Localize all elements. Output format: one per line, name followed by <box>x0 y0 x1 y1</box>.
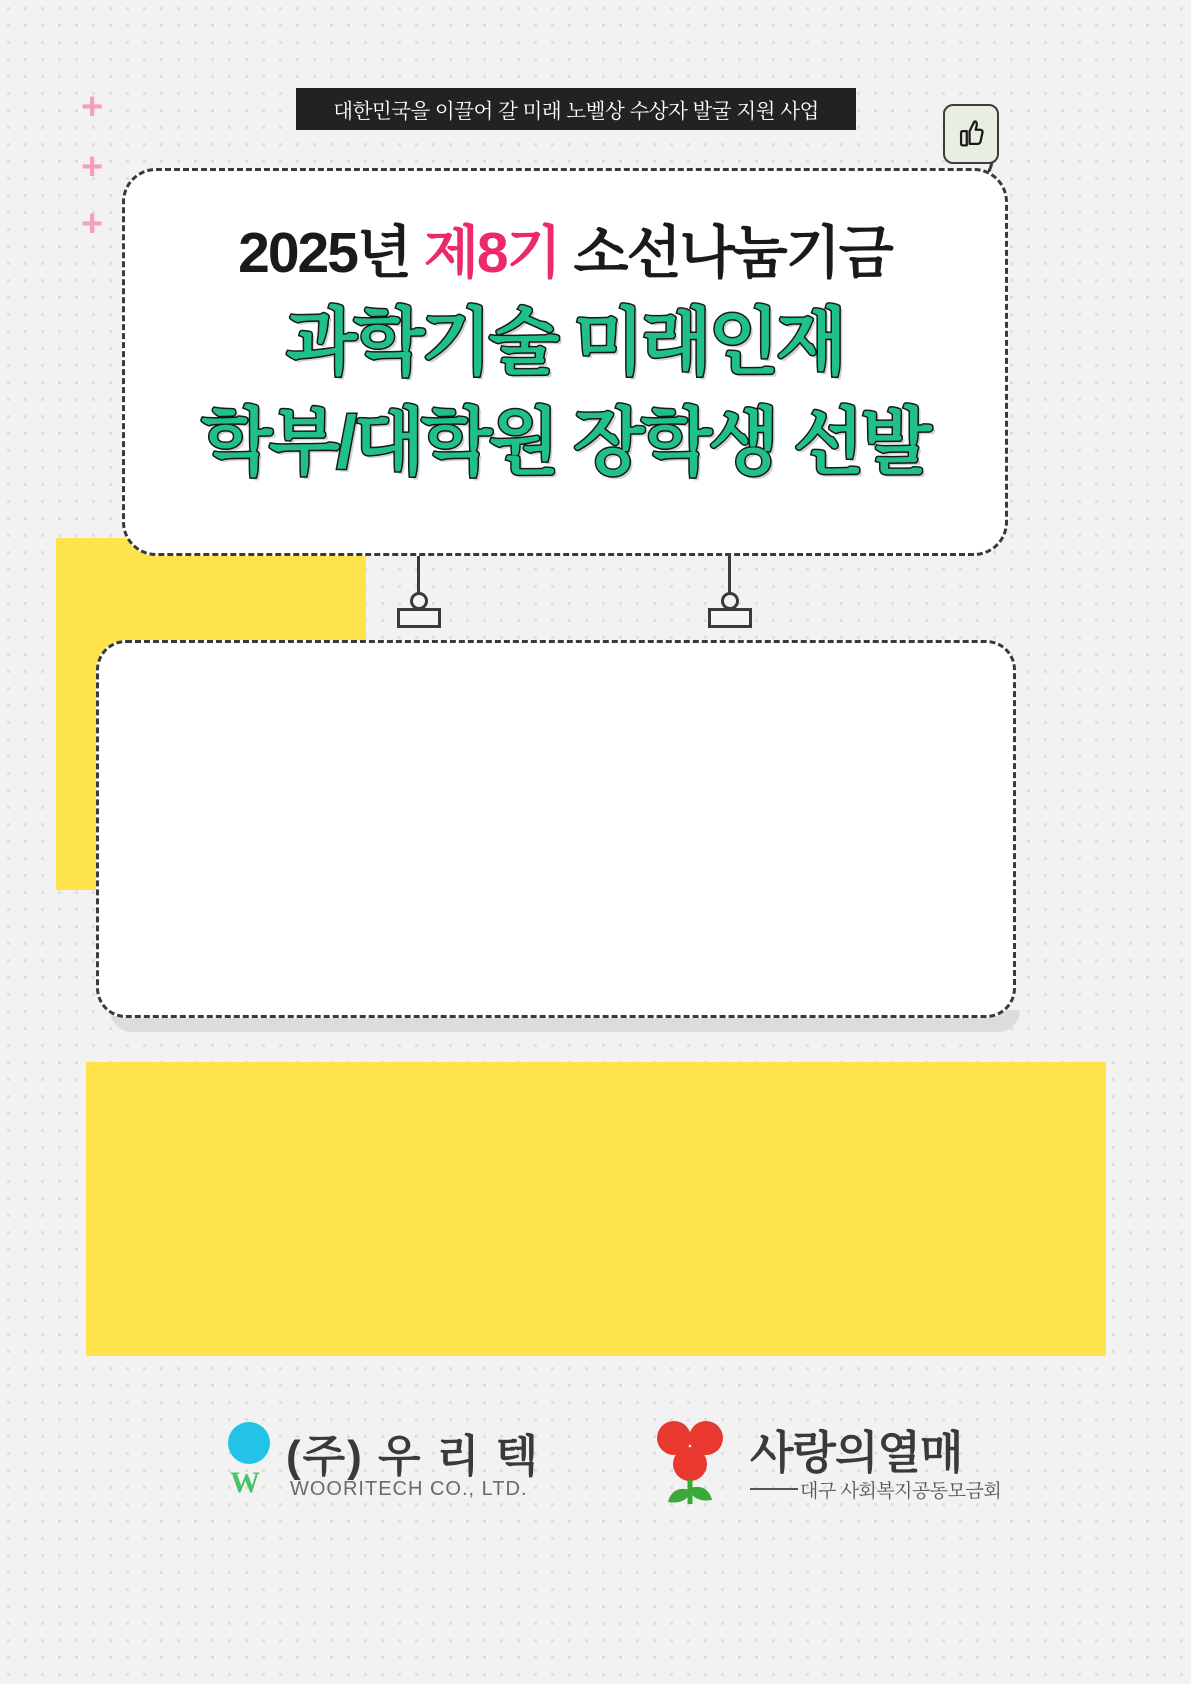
title-line-2: 과학기술 미래인재 <box>286 302 844 383</box>
title-line-3: 학부/대학원 장학생 선발 <box>201 402 929 483</box>
header-ribbon: 대한민국을 이끌어 갈 미래 노벨상 수상자 발굴 지원 사업 <box>296 88 856 130</box>
fruit-of-love-icon <box>640 1412 740 1512</box>
plus-decoration-icon: + <box>81 86 104 128</box>
title-line1-highlight: 제8기 <box>423 221 560 285</box>
detail-panel <box>86 1062 1106 1356</box>
logo-fruit-of-love <box>640 1412 1020 1522</box>
fruit-subtitle: 대구 사회복지공동모금회 <box>800 1481 1002 1502</box>
pin-left <box>397 592 441 628</box>
plus-decoration-icon: + <box>81 203 104 245</box>
wooritech-name-kr: (주) 우 리 텍 <box>286 1432 540 1481</box>
fruit-divider <box>750 1488 798 1490</box>
pin-base <box>397 608 441 628</box>
wooritech-name-en: WOORITECH CO., LTD. <box>290 1478 528 1500</box>
wooritech-mark-icon: W <box>230 1466 260 1499</box>
plus-decoration-icon: + <box>81 146 104 188</box>
pin-right <box>708 592 752 628</box>
info-card <box>96 640 1016 1018</box>
title-line-1 <box>125 207 1005 289</box>
pin-base <box>708 608 752 628</box>
thumbs-up-badge <box>943 104 999 164</box>
title-line1-suffix: 소선나눔기금 <box>559 221 892 285</box>
title-line1-prefix: 2025년 <box>238 221 424 285</box>
logo-wooritech <box>228 1420 540 1520</box>
wooritech-circle-icon <box>228 1422 270 1464</box>
thumbs-up-icon <box>954 117 988 151</box>
title-card <box>122 168 1008 556</box>
fruit-title: 사랑의열매 <box>750 1427 963 1478</box>
